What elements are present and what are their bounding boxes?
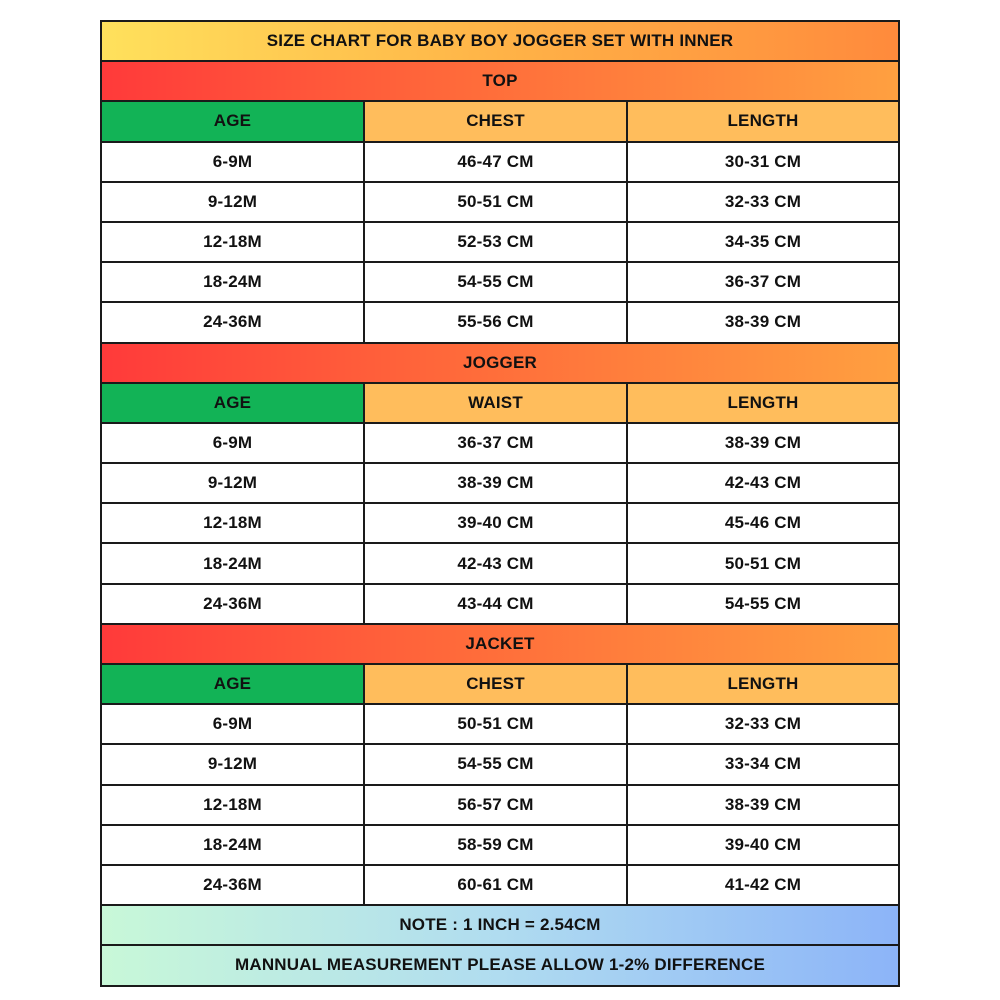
chest-cell: 54-55 CM [365, 745, 628, 783]
column-header-chest: CHEST [365, 102, 628, 140]
waist-cell: 39-40 CM [365, 504, 628, 542]
table-row [102, 786, 900, 826]
section-row-jogger [102, 344, 900, 384]
table-row [102, 705, 900, 745]
table-row [102, 585, 900, 625]
age-cell: 18-24M [102, 544, 365, 582]
column-header-length: LENGTH [628, 384, 900, 422]
table-row [102, 424, 900, 464]
disclaimer-row [102, 946, 900, 986]
length-cell: 42-43 CM [628, 464, 900, 502]
chest-cell: 60-61 CM [365, 866, 628, 904]
age-cell: 24-36M [102, 303, 365, 341]
length-cell: 39-40 CM [628, 826, 900, 864]
age-cell: 18-24M [102, 263, 365, 301]
length-cell: 41-42 CM [628, 866, 900, 904]
age-cell: 6-9M [102, 424, 365, 462]
length-cell: 54-55 CM [628, 585, 900, 623]
age-cell: 24-36M [102, 866, 365, 904]
chest-cell: 56-57 CM [365, 786, 628, 824]
column-header-age: AGE [102, 384, 365, 422]
chart-title: SIZE CHART FOR BABY BOY JOGGER SET WITH INNER [102, 22, 900, 60]
waist-cell: 38-39 CM [365, 464, 628, 502]
measurement-disclaimer: MANNUAL MEASUREMENT PLEASE ALLOW 1-2% DIFFERENCE [102, 946, 900, 984]
column-header-waist: WAIST [365, 384, 628, 422]
column-header-length: LENGTH [628, 665, 900, 703]
section-title-jacket: JACKET [102, 625, 900, 663]
section-row-jacket [102, 625, 900, 665]
table-row [102, 143, 900, 183]
length-cell: 30-31 CM [628, 143, 900, 181]
age-cell: 9-12M [102, 183, 365, 221]
table-row [102, 263, 900, 303]
table-row [102, 464, 900, 504]
table-row [102, 504, 900, 544]
size-chart-table [100, 20, 900, 987]
length-cell: 33-34 CM [628, 745, 900, 783]
age-cell: 6-9M [102, 143, 365, 181]
table-row [102, 745, 900, 785]
age-cell: 18-24M [102, 826, 365, 864]
waist-cell: 43-44 CM [365, 585, 628, 623]
column-header-age: AGE [102, 102, 365, 140]
length-cell: 32-33 CM [628, 705, 900, 743]
header-row-jacket [102, 665, 900, 705]
length-cell: 45-46 CM [628, 504, 900, 542]
chest-cell: 50-51 CM [365, 705, 628, 743]
length-cell: 38-39 CM [628, 786, 900, 824]
note-row [102, 906, 900, 946]
header-row-jogger [102, 384, 900, 424]
header-row-top [102, 102, 900, 142]
chest-cell: 54-55 CM [365, 263, 628, 301]
title-row [102, 22, 900, 62]
length-cell: 34-35 CM [628, 223, 900, 261]
age-cell: 12-18M [102, 223, 365, 261]
length-cell: 38-39 CM [628, 303, 900, 341]
table-row [102, 303, 900, 343]
age-cell: 24-36M [102, 585, 365, 623]
waist-cell: 42-43 CM [365, 544, 628, 582]
section-row-top [102, 62, 900, 102]
chest-cell: 46-47 CM [365, 143, 628, 181]
table-row [102, 183, 900, 223]
table-row [102, 223, 900, 263]
table-row [102, 866, 900, 906]
age-cell: 12-18M [102, 504, 365, 542]
section-title-top: TOP [102, 62, 900, 100]
chest-cell: 52-53 CM [365, 223, 628, 261]
length-cell: 38-39 CM [628, 424, 900, 462]
column-header-chest: CHEST [365, 665, 628, 703]
length-cell: 36-37 CM [628, 263, 900, 301]
conversion-note: NOTE : 1 INCH = 2.54CM [102, 906, 900, 944]
table-row [102, 544, 900, 584]
age-cell: 9-12M [102, 745, 365, 783]
chest-cell: 50-51 CM [365, 183, 628, 221]
section-title-jogger: JOGGER [102, 344, 900, 382]
waist-cell: 36-37 CM [365, 424, 628, 462]
age-cell: 12-18M [102, 786, 365, 824]
table-row [102, 826, 900, 866]
column-header-length: LENGTH [628, 102, 900, 140]
chest-cell: 58-59 CM [365, 826, 628, 864]
chest-cell: 55-56 CM [365, 303, 628, 341]
age-cell: 6-9M [102, 705, 365, 743]
column-header-age: AGE [102, 665, 365, 703]
age-cell: 9-12M [102, 464, 365, 502]
length-cell: 32-33 CM [628, 183, 900, 221]
length-cell: 50-51 CM [628, 544, 900, 582]
